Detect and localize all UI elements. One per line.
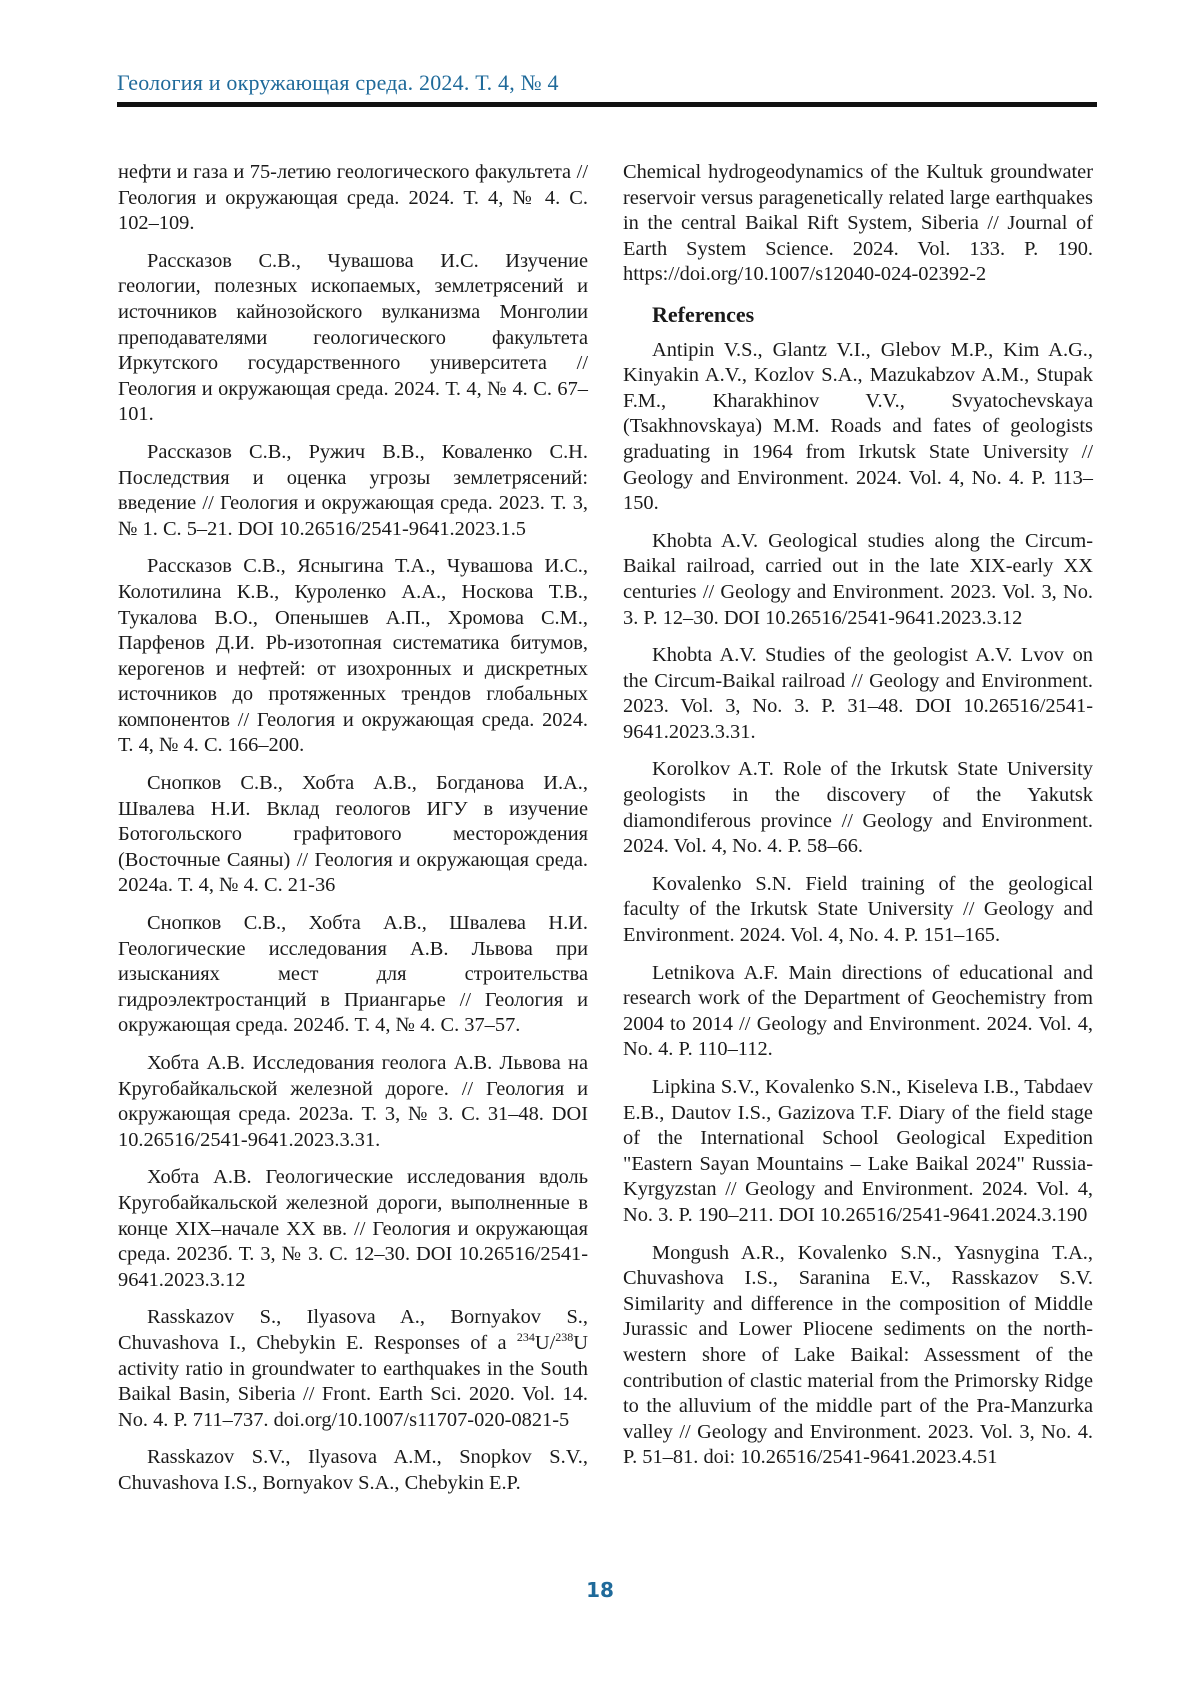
reference-entry: Letnikova A.F. Main directions of educational and research work of the Department of Geochemistry from 2004 to 2014 // Geology and Environment. 2024. Vol. 4, No. 4. P. 110–112. bbox=[623, 961, 1093, 1061]
reference-entry: Снопков С.В., Хобта А.В., Богданова И.А., Швалева Н.И. Вклад геологов ИГУ в изучение Ботогольского графитового месторождения (Восточные Саяны) // Геология и окружающая среда. 2024а. Т. 4, № 4. С. 21-36 bbox=[118, 772, 588, 897]
reference-entry: Хобта А.В. Геологические исследования вдоль Кругобайкальской железной дороги, выполненные в конце XIX–начале XX вв. // Геология и окружающая среда. 2023б. Т. 3, № 3. С. 12–30. DOI 10.26516/2541-9641.2023.3.12 bbox=[118, 1166, 588, 1291]
left-column bbox=[118, 160, 588, 1509]
reference-entry: Mongush A.R., Kovalenko S.N., Yasnygina T.A., Chuvashova I.S., Saranina E.V., Rasskazov S.V. Similarity and difference in the composition of Middle Jurassic and Lower Pliocene sediments on the north-western shore of Lake Baikal: Assessment of the contribution of clastic material from the Primorsky Ridge to the alluvium of the middle part of the Pra-Manzurka valley // Geology and Environment. 2023. Vol. 3, No. 4. P. 51–81. doi: 10.26516/2541-9641.2023.4.51 bbox=[623, 1241, 1093, 1469]
ref-text: U activity ratio in groundwater to earthquakes in the South Baikal Basin, Siberia // Front. Earth Sci. 2020. Vol. 14. No. 4. P. 711–737. doi.org/10.1007/s11707-020-0821-5 bbox=[118, 1331, 588, 1431]
references-heading: References bbox=[652, 301, 755, 327]
reference-entry: Рассказов С.В., Чувашова И.С. Изучение геологии, полезных ископаемых, землетрясений и источников кайнозойского вулканизма Монголии преподавателями геологического факультета Иркутского государственного университета // Геология и окружающая среда. 2024. Т. 4, № 4. С. 67–101. bbox=[118, 249, 588, 426]
reference-entry: Рассказов С.В., Ружич В.В., Коваленко С.Н. Последствия и оценка угрозы землетрясений: введение // Геология и окружающая среда. 2023. Т. 3, № 1. С. 5–21. DOI 10.26516/2541-9641.2023.1.5 bbox=[118, 440, 588, 540]
reference-entry: нефти и газа и 75-летию геологического факультета // Геология и окружающая среда. 2024. Т. 4, № 4. С. 102–109. bbox=[118, 161, 588, 235]
reference-entry: Khobta A.V. Studies of the geologist A.V. Lvov on the Circum-Baikal railroad // Geology and Environment. 2023. Vol. 3, No. 3. P. 31–48. DOI 10.26516/2541-9641.2023.3.31. bbox=[623, 644, 1093, 743]
ref-text: Rasskazov S., Ilyasova A., Bornyakov S., Chuvashova I., Chebykin E. Responses of a bbox=[118, 1306, 588, 1354]
reference-entry: Рассказов С.В., Ясныгина Т.А., Чувашова И.С., Колотилина К.В., Куроленко А.А., Носкова Т.В., Тукалова В.О., Опенышев А.П., Хромова С.М., Парфенов Д.И. Pb-изотопная систематика битумов, керогенов и нефтей: от изохронных и дискретных источников до протяженных трендов глобальных компонентов // Геология и окружающая среда. 2024. Т. 4, № 4. С. 166–200. bbox=[118, 555, 588, 757]
reference-entry: Korolkov A.T. Role of the Irkutsk State University geologists in the discovery of the Yakutsk diamondiferous province // Geology and Environment. 2024. Vol. 4, No. 4. P. 58–66. bbox=[623, 758, 1093, 858]
reference-entry: Antipin V.S., Glantz V.I., Glebov M.P., Kim A.G., Kinyakin A.V., Kozlov S.A., Mazukabzov A.M., Stupak F.M., Kharakhinov V.V., Svyatochevskaya (Tsakhnovskaya) M.M. Roads and fates of geologists graduating in 1964 from Irkutsk State University // Geology and Environment. 2024. Vol. 4, No. 4. P. 113–150. bbox=[623, 338, 1093, 515]
header-rule bbox=[117, 102, 1097, 107]
running-title: Геология и окружающая среда. 2024. Т. 4, № 4 bbox=[117, 70, 559, 95]
reference-entry: Khobta A.V. Geological studies along the Circum-Baikal railroad, carried out in the late XIX-early XX centuries // Geology and Environment. 2023. Vol. 3, No. 3. P. 12–30. DOI 10.26516/2541-9641.2023.3.12 bbox=[623, 529, 1093, 629]
right-column bbox=[623, 160, 1093, 1483]
reference-entry: Rasskazov S.V., Ilyasova A.M., Snopkov S.V., Chuvashova I.S., Bornyakov S.A., Chebykin E.P. bbox=[118, 1446, 588, 1494]
isotope-mass: 238 bbox=[555, 1330, 574, 1345]
reference-entry bbox=[118, 1305, 588, 1433]
isotope-mass: 234 bbox=[516, 1330, 535, 1345]
reference-entry: Lipkina S.V., Kovalenko S.N., Kiseleva I.B., Tabdaev E.B., Dautov I.S., Gazizova T.F. Diary of the field stage of the International School Geological Expedition "Eastern Sayan Mountains – Lake Baikal 2024" Russia-Kyrgyzstan // Geology and Environment. 2024. Vol. 4, No. 3. P. 190–211. DOI 10.26516/2541-9641.2024.3.190 bbox=[623, 1076, 1093, 1226]
reference-entry: Kovalenko S.N. Field training of the geological faculty of the Irkutsk State University // Geology and Environment. 2024. Vol. 4, No. 4. P. 151–165. bbox=[623, 872, 1093, 947]
reference-entry: Хобта А.В. Исследования геолога А.В. Львова на Кругобайкальской железной дороге. // Геология и окружающая среда. 2023а. Т. 3, № 3. С. 31–48. DOI 10.26516/2541-9641.2023.3.31. bbox=[118, 1052, 588, 1151]
ref-text: U/ bbox=[534, 1331, 556, 1354]
page-number: 18 bbox=[586, 1578, 614, 1602]
reference-entry: Снопков С.В., Хобта А.В., Швалева Н.И. Геологические исследования А.В. Львова при изысканиях мест для строительства гидроэлектростанций в Приангарье // Геология и окружающая среда. 2024б. Т. 4, № 4. С. 37–57. bbox=[118, 912, 588, 1037]
reference-entry: Chemical hydrogeodynamics of the Kultuk groundwater reservoir versus paragenetically related large earthquakes in the central Baikal Rift System, Siberia // Journal of Earth System Science. 2024. Vol. 133. P. 190. https://doi.org/10.1007/s12040-024-02392-2 bbox=[623, 161, 1093, 286]
